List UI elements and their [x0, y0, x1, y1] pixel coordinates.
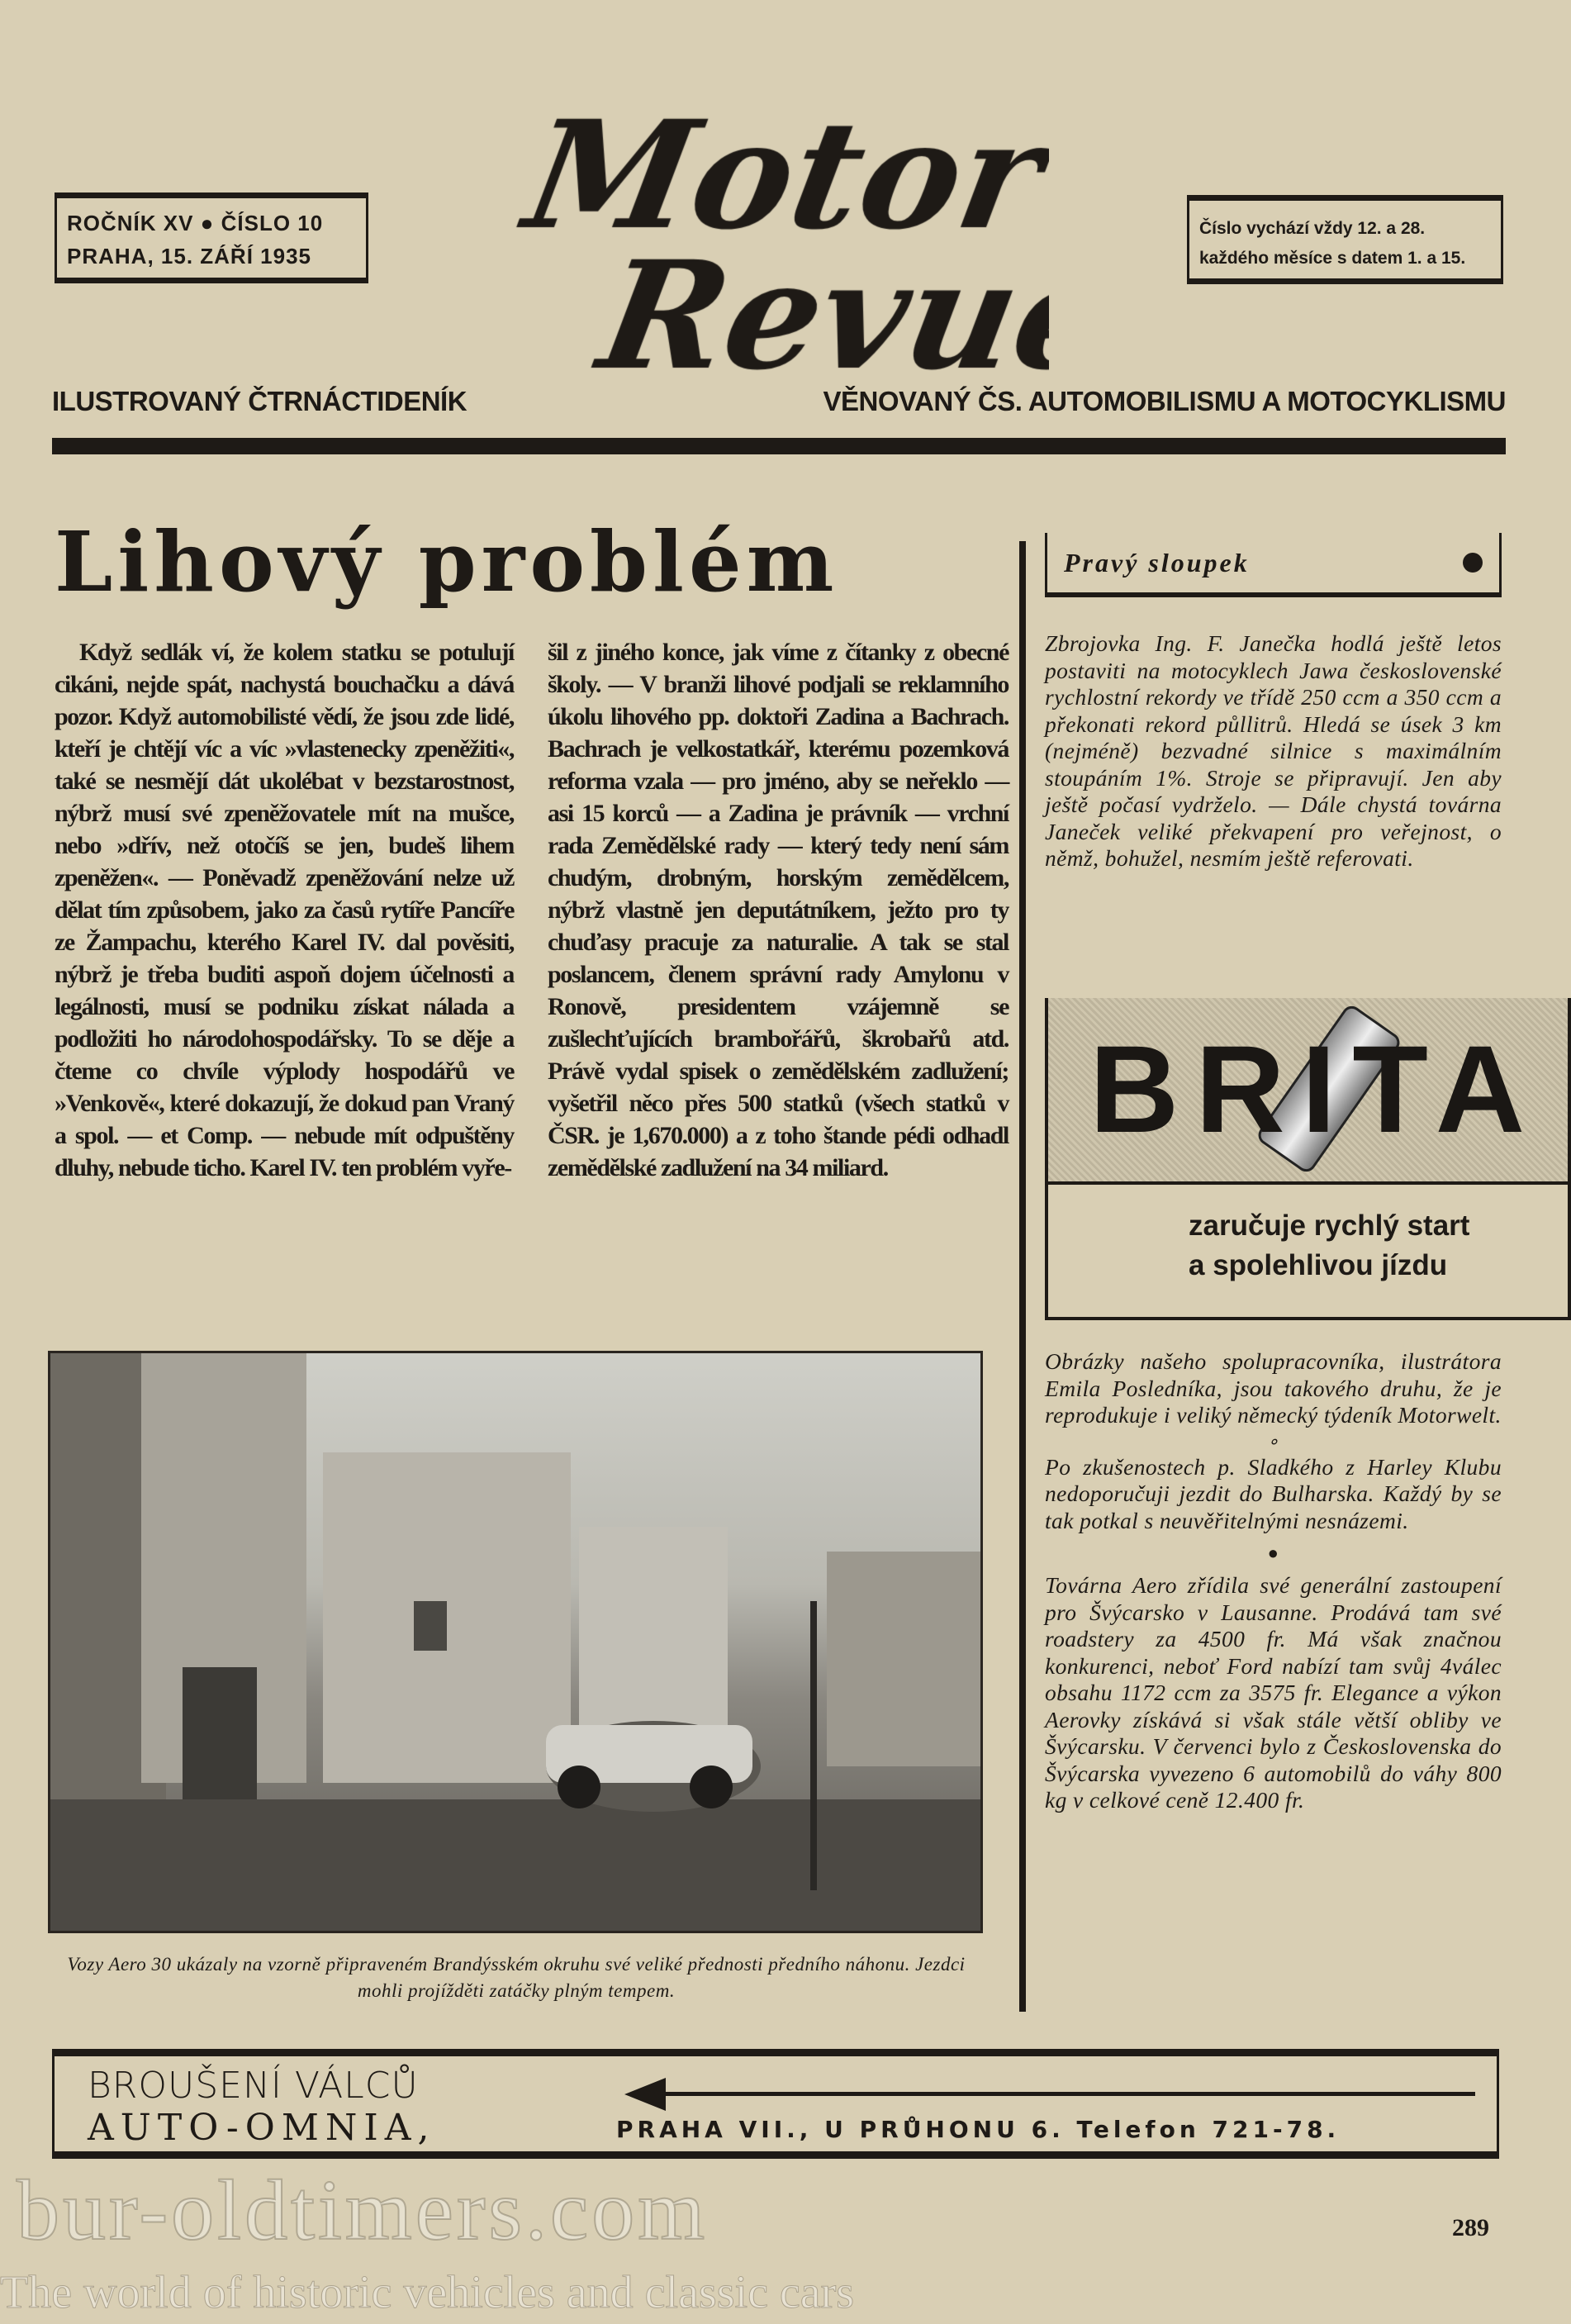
sidebar-title: Pravý sloupek [1064, 547, 1250, 577]
sidebar-item-janecka: Zbrojovka Ing. F. Janečka hodlá ještě letos postaviti na motocyklech Jawa československé rychlostní rekordy ve třídě 250 ccm a 350 ccm a překonati rekord půllitrů. Hledá se úsek 3 km (nejméně) bezvadné silnice s maximálním stoupáním 1%. Stroje se připravují. Jen aby ještě počasí vydrželo. — Dále chystá továrna Janeček veliké překvapení pro veřejnost, o němž, bohužel, nesmím ještě referovati. [1045, 630, 1502, 871]
sidebar-heading [1045, 533, 1502, 597]
watermark-tagline: The world of historic vehicles and classic cars [0, 2267, 855, 2318]
motor-revue-logo [504, 91, 1049, 421]
sidebar-item-bulharsko: Po zkušenostech p. Sladkého z Harley Klubu nedoporučuji jezdit do Bulharska. Každý by se tak potkal s neuvěřitelnými nesnázemi. [1045, 1453, 1502, 1533]
article-column-1 [55, 636, 514, 1184]
tagline [52, 385, 1506, 418]
column-divider [1019, 541, 1026, 2012]
ad-address: PRAHA VII., U PRŮHONU 6. Telefon 721-78. [616, 2116, 1341, 2143]
schedule-line-1: Číslo vychází vždy 12. a 28. [1199, 219, 1426, 238]
article-photo-aero-car [48, 1351, 983, 1933]
auto-omnia-advertisement [52, 2049, 1499, 2159]
logo-picture [504, 91, 1049, 421]
brita-slogan [1048, 1185, 1568, 1286]
separator-circle-icon: ∘ [1267, 1430, 1279, 1452]
masthead-rule [52, 438, 1506, 454]
sidebar-lower [1045, 1348, 1502, 1814]
brita-advertisement [1045, 998, 1571, 1320]
bullet-icon [1463, 553, 1483, 573]
photo-caption: Vozy Aero 30 ukázaly na vzorně připraveném Brandýsském okruhu své veliké přednosti předního náhonu. Jezdci mohli projížděti zatáčky plným tempem. [67, 1954, 966, 2001]
article-text-2: šil z jiného konce, jak víme z čítanky z obecné školy. — V branži lihové podjali se reklamního úkolu lihového pp. doktoři Zadina a Bachrach. Bachrach je velkostatkář, kterému pozemková reforma vzala — pro jméno, aby se neřeklo — asi 15 korců — a Zadina je právník — vrchní rada Zemědělské rady — který tedy není sám chudým, drobným, horským zemědělcem, nýbrž vlastně jen deputátníkem, ježto pro ty chuďasy pracuje za naturalie. A tak se stal poslancem, členem správní rady Amylonu v Ronově, presidentem vzájemně se zušlechťujících brambořářů, škrobařů atd. Právě vydal spisek o zemědělském zadlužení; vyšetřil něco přes 500 statků (všech statků v ČSR. je 1,670.000) a z toho štande pédi odhadl zemědělské zadlužení na 34 miliard. [548, 639, 1009, 1181]
ad-company: AUTO-OMNIA, [88, 2107, 436, 2149]
separator-dot-icon: ● [1267, 1542, 1279, 1563]
publication-schedule-box [1187, 195, 1503, 284]
issue-info-box [55, 192, 368, 283]
brita-slogan-line-1: zaručuje rychlý start [1189, 1210, 1470, 1242]
article-column-2 [548, 636, 1009, 1184]
brita-slogan-line-2: a spolehlivou jízdu [1189, 1249, 1448, 1281]
brita-brand: BRITA [1089, 1019, 1542, 1158]
sidebar-item-poslednik: Obrázky našeho spolupracovníka, ilustrátora Emila Posledníka, jsou takového druhu, že je reprodukuje i veliký německý týdeník Motorwelt. [1045, 1348, 1502, 1428]
issue-date: PRAHA, 15. ZÁŘÍ 1935 [67, 244, 311, 269]
article-text-1: Když sedlák ví, že kolem statku se potulují cikáni, nejde spát, nachystá bouchačku a dává pozor. Když automobilisté vědí, že jsou zde lidé, kteří je chtějí víc a víc »vlastenecky zpeněžiti«, také se nesmějí dát ukolébat v bezstarostnost, nýbrž musí své zpeněžovatele mít na mušce, nebo »dřív, než otočíš se jen, budeš lihem zpeněžen«. — Poněvadž zpeněžování nelze už dělat tím způsobem, jako za časů rytíře Pancíře ze Žampachu, kterého Karel IV. dal pověsiti, nýbrž je třeba buditi aspoň dojem účelnosti a legálnosti, musí se podniku získat nálada a podložiti ho národohospodářsky. To se děje a čteme co chvíle výplody hospodářů ve »Venkově«, které dokazují, že dokud pan Vraný a spol. — et Comp. — nebude mít odpuštěny dluhy, nebude ticho. Karel IV. ten problém vyře- [55, 639, 514, 1181]
page-number: 289 [1452, 2214, 1489, 2241]
sidebar-item-aero: Továrna Aero zřídila své generální zastoupení pro Švýcarsko v Lausanne. Prodává tam své roadstery za 4500 fr. Má však značnou konkurenci, neboť Ford nabízí tam svůj 4válec obsahu 1172 ccm za 3575 fr. Elegance a výkon Aerovky získává si však stále větší obliby ve Švýcarsku. V červenci bylo z Československa do Švýcarska vyvezeno 6 automobilů do váhy 800 kg v celkové ceně 12.400 fr. [1045, 1572, 1502, 1813]
article-headline: Lihový problém [55, 513, 839, 611]
schedule-line-2: každého měsíce s datem 1. a 15. [1199, 249, 1466, 268]
watermark-site: bur-oldtimers.com [17, 2163, 709, 2258]
brita-banner [1048, 998, 1568, 1185]
ad-service: BROUŠENÍ VÁLCŮ [88, 2065, 419, 2107]
issue-volume: ROČNÍK XV ● ČÍSLO 10 [67, 211, 324, 235]
arrow-left-icon [624, 2078, 1475, 2111]
tagline-left: ILUSTROVANÝ ČTRNÁCTIDENÍK [52, 386, 468, 416]
tagline-right: VĚNOVANÝ ČS. AUTOMOBILISMU A MOTOCYKLISMU [823, 386, 1506, 416]
